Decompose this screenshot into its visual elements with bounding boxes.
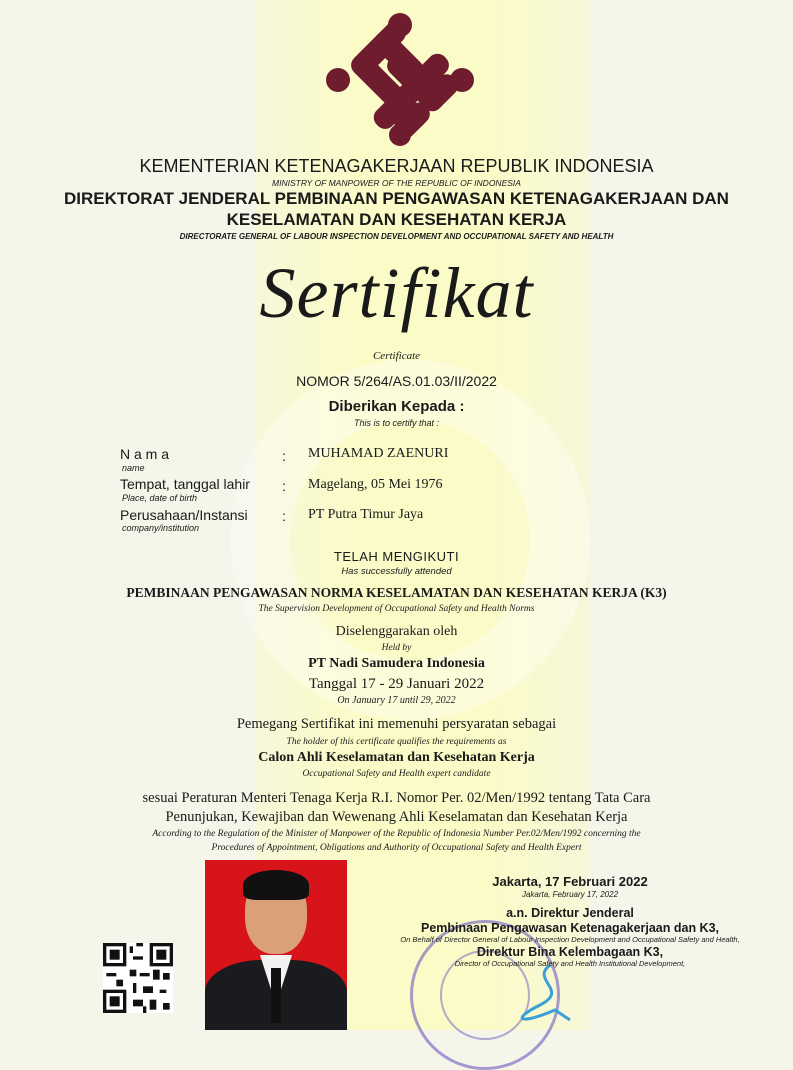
on-behalf: a.n. Direktur Jenderal [506, 906, 634, 920]
holder-statement-en: The holder of this certificate qualifies the requirements as [286, 737, 507, 747]
qualification: Calon Ahli Keselamatan dan Kesehatan Kerja [258, 750, 535, 765]
company-label-en: company/institution [122, 523, 200, 533]
place-date: Jakarta, 17 Februari 2022 [492, 874, 648, 889]
held-by-en: Held by [381, 643, 412, 653]
regulation-en-line1: According to the Regulation of the Minister of Manpower of the Republic of Indonesia Number Per.02/Men/1992 concerning the [152, 829, 641, 839]
on-behalf-en: On Behalf of Director General of Labour Inspection Development and Occupational Safety and Health, [400, 935, 740, 944]
regulation-en-line2: Procedures of Appointment, Obligations and Authority of Occupational Safety and Health Expert [211, 843, 582, 853]
kemnaker-logo [320, 0, 480, 150]
training-dates: Tanggal 17 - 29 Januari 2022 [308, 676, 485, 692]
qualification-en: Occupational Safety and Health expert candidate [302, 769, 491, 779]
birth-label-en: Place, date of birth [122, 493, 198, 503]
program-title: PEMBINAAN PENGAWASAN NORMA KESELAMATAN DAN KESEHATAN KERJA (K3) [126, 585, 667, 600]
attended: TELAH MENGIKUTI [333, 549, 460, 564]
director-title-en: Director of Occupational Safety and Health Institutional Development, [454, 959, 686, 968]
name-label-en: name [122, 463, 145, 473]
birth-label: Tempat, tanggal lahir [120, 476, 250, 492]
holder-statement: Pemegang Sertifikat ini memenuhi persyaratan sebagai [236, 716, 557, 732]
place-date-en: Jakarta, February 17, 2022 [521, 890, 619, 899]
director-title: Direktur Bina Kelembagaan K3, [476, 945, 664, 959]
signature-block [360, 874, 780, 968]
given-to: Diberikan Kepada : [328, 398, 465, 415]
recipient-photo [205, 860, 347, 1030]
regulation-line2: Penunjukan, Kewajiban dan Wewenang Ahli Keselamatan dan Kesehatan Kerja [165, 809, 628, 825]
organizer: PT Nadi Samudera Indonesia [308, 656, 485, 671]
ministry-name-en: MINISTRY OF MANPOWER OF THE REPUBLIC OF INDONESIA [272, 178, 521, 188]
directorate-line2: KESELAMATAN DAN KESEHATAN KERJA [226, 210, 567, 229]
directorate-line1: DIREKTORAT JENDERAL PEMBINAAN PENGAWASAN KETENAGAKERJAAN DAN [64, 189, 729, 208]
colon: : [282, 508, 286, 524]
birth-value: Magelang, 05 Mei 1976 [308, 477, 443, 492]
colon: : [282, 478, 286, 494]
certificate-title-en: Certificate [372, 350, 421, 362]
on-behalf-line2: Pembinaan Pengawasan Ketenagakerjaan dan K3, [420, 921, 720, 935]
attended-en: Has successfully attended [341, 566, 452, 577]
certificate-number: NOMOR 5/264/AS.01.03/II/2022 [296, 373, 497, 389]
signature [510, 960, 580, 1030]
held-by: Diselenggarakan oleh [335, 624, 458, 639]
colon: : [282, 448, 286, 464]
regulation-line1: sesuai Peraturan Menteri Tenaga Kerja R.I. Nomor Per. 02/Men/1992 tentang Tata Cara [142, 790, 651, 806]
given-to-en: This is to certify that : [353, 418, 440, 428]
directorate-en: DIRECTORATE GENERAL OF LABOUR INSPECTION DEVELOPMENT AND OCCUPATIONAL SAFETY AND HEALTH [179, 232, 614, 241]
name-value: MUHAMAD ZAENURI [308, 446, 449, 461]
training-dates-en: On January 17 until 29, 2022 [337, 695, 456, 706]
certificate-title: Sertifikat [259, 253, 534, 333]
company-label: Perusahaan/Instansi [120, 507, 248, 523]
program-title-en: The Supervision Development of Occupational Safety and Health Norms [258, 604, 535, 614]
company-value: PT Putra Timur Jaya [308, 507, 424, 522]
name-label: N a m a [120, 446, 170, 462]
ministry-name: KEMENTERIAN KETENAGAKERJAAN REPUBLIK INDONESIA [139, 156, 654, 176]
qr-code [103, 943, 173, 1013]
